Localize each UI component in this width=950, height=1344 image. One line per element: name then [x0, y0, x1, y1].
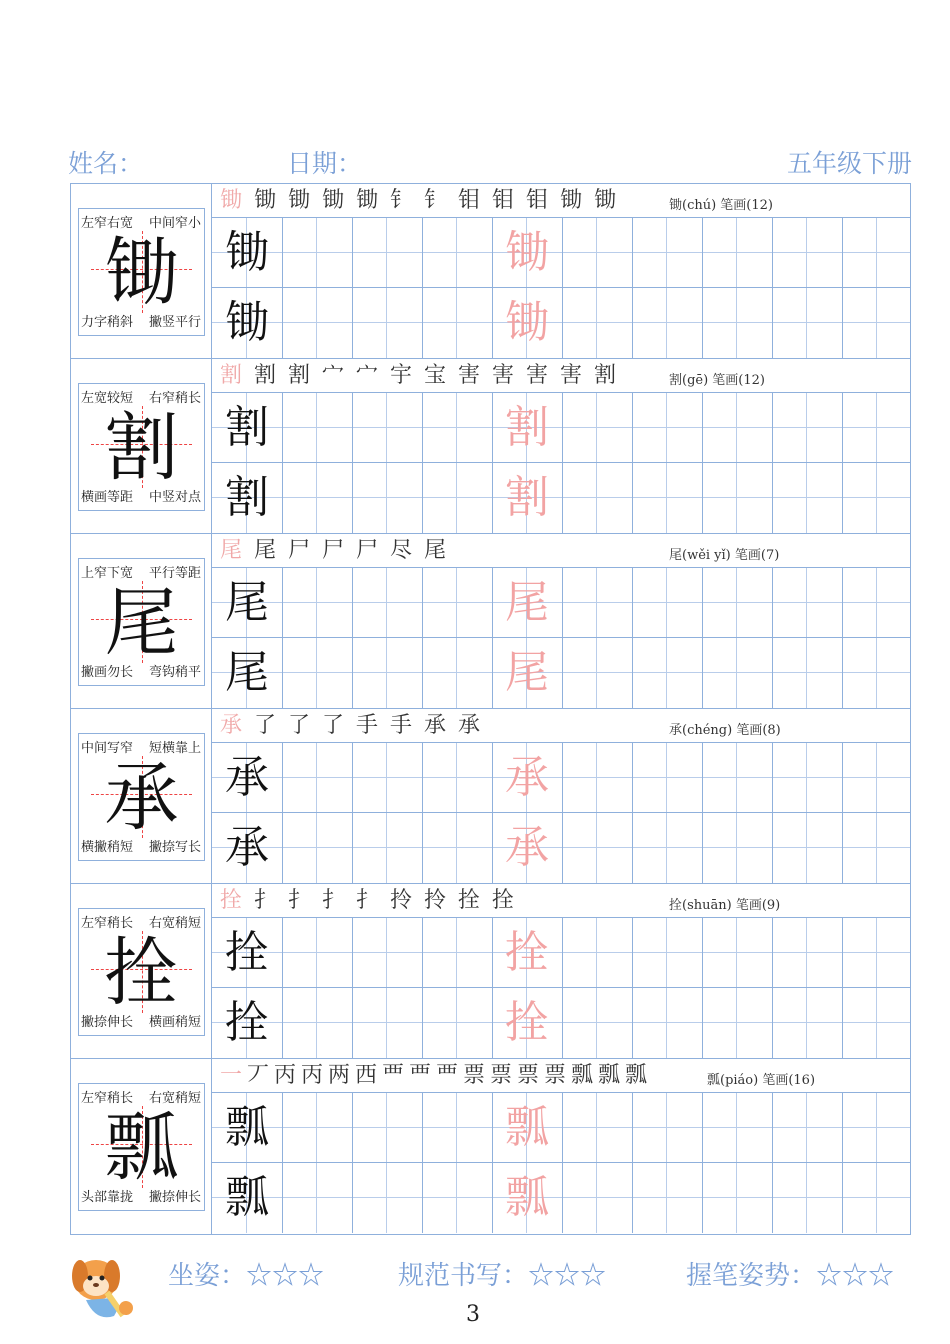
cell-divider [562, 1163, 563, 1233]
model-character: 瓢 [104, 1105, 179, 1191]
cell-divider [632, 918, 633, 987]
cell-divider [282, 743, 283, 812]
stroke-step: 尸 [322, 538, 345, 563]
stroke-step: 票 [490, 1063, 513, 1088]
cell-divider [562, 988, 563, 1058]
cell-divider [352, 568, 353, 637]
cell-divider [632, 463, 633, 533]
cell-divider [282, 218, 283, 287]
puppy-mascot-icon [66, 1246, 148, 1326]
writing-row[interactable] [212, 918, 910, 988]
char-info: 尾(wěi yǐ) 笔画(7) [669, 548, 780, 563]
model-character: 尾 [104, 580, 179, 666]
trace-character: 承 [505, 822, 549, 873]
stroke-step: 票 [544, 1063, 567, 1088]
cell-divider [772, 638, 773, 708]
stroke-step: 锄 [322, 188, 345, 213]
cell-divider [702, 1163, 703, 1233]
tip-text: 平行等距 [148, 566, 201, 581]
cell-divider [422, 1163, 423, 1233]
stroke-step: 拴 [492, 888, 515, 913]
tip-text: 横画等距 [81, 490, 134, 505]
stroke-step: 手 [390, 713, 413, 738]
stroke-step: 扌 [356, 888, 379, 913]
tip-text: 撇捺伸长 [81, 1015, 134, 1030]
cell-divider [772, 813, 773, 883]
cell-divider [842, 463, 843, 533]
stroke-step: 拴 [220, 888, 243, 913]
tip-text: 中间写窄 [81, 741, 134, 756]
trace-character: 割 [505, 402, 549, 453]
writing-row[interactable] [212, 393, 910, 463]
stroke-step: 害 [492, 363, 515, 388]
tip-text: 撇竖平行 [148, 315, 201, 330]
stroke-step: 了 [322, 713, 345, 738]
tip-text: 撇画勿长 [81, 665, 134, 680]
cell-divider [842, 393, 843, 462]
char-block [71, 359, 910, 534]
stroke-step: 钅 [424, 188, 447, 213]
writing-grid [212, 568, 910, 708]
char-info: 瓢(piáo) 笔画(16) [707, 1073, 816, 1088]
writing-grid [212, 393, 910, 533]
cell-divider [422, 288, 423, 358]
tip-box [78, 1083, 205, 1211]
stroke-step: 承 [220, 713, 243, 738]
tip-text: 撇捺写长 [148, 840, 201, 855]
cell-divider [702, 288, 703, 358]
model-character: 锄 [104, 230, 179, 316]
tip-text: 横画稍短 [148, 1015, 201, 1030]
stroke-step: 承 [424, 713, 447, 738]
stroke-step: 票 [463, 1063, 486, 1088]
char-block [71, 1059, 910, 1234]
cell-divider [702, 918, 703, 987]
writing-grid [212, 1093, 910, 1234]
cell-divider [842, 743, 843, 812]
stroke-step: 钼 [458, 188, 481, 213]
sample-character: 割 [225, 402, 269, 453]
writing-row[interactable] [212, 1093, 910, 1163]
cell-divider [352, 918, 353, 987]
cell-divider [772, 393, 773, 462]
stroke-step: 西 [355, 1063, 378, 1088]
cell-divider [422, 988, 423, 1058]
cell-divider [352, 463, 353, 533]
char-info: 割(gē) 笔画(12) [669, 373, 765, 388]
cell-divider [562, 638, 563, 708]
cell-divider [352, 1093, 353, 1162]
cell-divider [422, 393, 423, 462]
tip-panel [71, 359, 212, 533]
stroke-step: 锄 [356, 188, 379, 213]
stroke-step: 瓢 [571, 1063, 594, 1088]
sample-character: 瓢 [225, 1172, 269, 1223]
stroke-step: 宇 [390, 363, 413, 388]
sample-character: 拴 [225, 997, 269, 1048]
writing-rating: 规范书写：☆☆☆ [398, 1261, 607, 1291]
cell-divider [422, 638, 423, 708]
cell-divider [632, 218, 633, 287]
cell-divider [842, 988, 843, 1058]
cell-divider [562, 463, 563, 533]
model-character: 承 [104, 755, 179, 841]
grip-rating: 握笔姿势：☆☆☆ [686, 1261, 895, 1291]
trace-character: 割 [505, 472, 549, 523]
cell-divider [702, 638, 703, 708]
sample-character: 锄 [225, 297, 269, 348]
stroke-step: 害 [458, 363, 481, 388]
stroke-step: 宝 [424, 363, 447, 388]
cell-divider [562, 393, 563, 462]
stroke-step: 覀 [436, 1063, 459, 1088]
stroke-step: 了 [288, 713, 311, 738]
trace-character: 瓢 [505, 1172, 549, 1223]
cell-divider [282, 288, 283, 358]
stroke-step: 钅 [390, 188, 413, 213]
stroke-step: 宀 [356, 363, 379, 388]
cell-divider [632, 1163, 633, 1233]
cell-divider [702, 1093, 703, 1162]
cell-divider [632, 1093, 633, 1162]
page-number: 3 [466, 1302, 480, 1327]
cell-divider [422, 743, 423, 812]
tip-box [78, 383, 205, 511]
stroke-step: 拎 [390, 888, 413, 913]
cell-divider [842, 288, 843, 358]
stroke-step: 割 [254, 363, 277, 388]
tip-panel [71, 534, 212, 708]
cell-divider [772, 568, 773, 637]
writing-row[interactable] [212, 638, 910, 708]
stroke-step: 割 [594, 363, 617, 388]
cell-divider [632, 638, 633, 708]
cell-divider [562, 813, 563, 883]
cell-divider [352, 218, 353, 287]
cell-divider [842, 638, 843, 708]
trace-character: 锄 [505, 227, 549, 278]
char-info: 承(chéng) 笔画(8) [669, 723, 781, 738]
sample-character: 割 [225, 472, 269, 523]
cell-divider [422, 813, 423, 883]
cell-divider [772, 1093, 773, 1162]
stroke-step: 钼 [492, 188, 515, 213]
cell-divider [632, 568, 633, 637]
cell-divider [282, 988, 283, 1058]
cell-divider [282, 568, 283, 637]
stroke-step: 瓢 [625, 1063, 648, 1088]
stroke-step: 尸 [288, 538, 311, 563]
char-info: 拴(shuān) 笔画(9) [669, 898, 781, 913]
cell-divider [282, 638, 283, 708]
cell-divider [702, 988, 703, 1058]
cell-divider [772, 463, 773, 533]
cell-divider [772, 288, 773, 358]
cell-divider [352, 288, 353, 358]
writing-row[interactable] [212, 1163, 910, 1233]
cell-divider [422, 918, 423, 987]
cell-divider [842, 1093, 843, 1162]
tip-text: 短横靠上 [148, 741, 201, 756]
tip-text: 撇捺伸长 [148, 1190, 201, 1205]
stroke-step: 丙 [274, 1063, 297, 1088]
cell-divider [772, 743, 773, 812]
cell-divider [282, 393, 283, 462]
stroke-step: 尾 [220, 538, 243, 563]
tip-text: 左窄稍长 [81, 916, 134, 931]
cell-divider [352, 988, 353, 1058]
stroke-step: 尾 [424, 538, 447, 563]
tip-panel [71, 1059, 212, 1234]
tip-text: 右窄稍长 [148, 391, 201, 406]
char-block [71, 184, 910, 359]
trace-character: 拴 [505, 927, 549, 978]
trace-character: 锄 [505, 297, 549, 348]
cell-divider [282, 463, 283, 533]
cell-divider [352, 743, 353, 812]
trace-character: 瓢 [505, 1102, 549, 1153]
stroke-order-strip [212, 884, 910, 918]
stroke-step: 钼 [526, 188, 549, 213]
cell-divider [352, 638, 353, 708]
cell-divider [632, 813, 633, 883]
tip-text: 横撇稍短 [81, 840, 134, 855]
writing-row[interactable] [212, 813, 910, 883]
stroke-step: 了 [254, 713, 277, 738]
writing-row[interactable] [212, 218, 910, 288]
stroke-step: 锄 [220, 188, 243, 213]
trace-character: 拴 [505, 997, 549, 1048]
tip-box [78, 733, 205, 861]
stroke-step: 承 [458, 713, 481, 738]
cell-divider [772, 1163, 773, 1233]
cell-divider [702, 568, 703, 637]
tip-panel [71, 884, 212, 1058]
writing-grid [212, 918, 910, 1058]
cell-divider [282, 918, 283, 987]
stroke-step: 尾 [254, 538, 277, 563]
stroke-order-strip [212, 184, 910, 218]
tip-text: 右宽稍短 [148, 1091, 201, 1106]
tip-text: 左宽较短 [81, 391, 134, 406]
cell-divider [562, 1093, 563, 1162]
sample-character: 瓢 [225, 1102, 269, 1153]
cell-divider [422, 568, 423, 637]
grade-label: 五年级下册 [786, 149, 912, 178]
stroke-step: 割 [220, 363, 243, 388]
cell-divider [842, 1163, 843, 1233]
stroke-order-strip [212, 709, 910, 743]
tip-box [78, 908, 205, 1036]
cell-divider [772, 918, 773, 987]
tip-text: 弯钩稍平 [148, 665, 201, 680]
tip-text: 力字稍斜 [81, 315, 134, 330]
cell-divider [282, 1163, 283, 1233]
stroke-order-strip [212, 359, 910, 393]
cell-divider [562, 918, 563, 987]
sample-character: 承 [225, 822, 269, 873]
writing-row[interactable] [212, 288, 910, 358]
cell-divider [842, 568, 843, 637]
tip-panel [71, 184, 212, 358]
stroke-step: 覀 [409, 1063, 432, 1088]
stroke-step: 割 [288, 363, 311, 388]
writing-grid [212, 218, 910, 358]
name-label: 姓名： [68, 149, 144, 178]
cell-divider [422, 1093, 423, 1162]
writing-row[interactable] [212, 568, 910, 638]
cell-divider [422, 218, 423, 287]
trace-character: 尾 [505, 647, 549, 698]
cell-divider [702, 218, 703, 287]
cell-divider [352, 813, 353, 883]
tip-text: 右宽稍短 [148, 916, 201, 931]
stroke-step: 锄 [254, 188, 277, 213]
tip-box [78, 208, 205, 336]
cell-divider [772, 988, 773, 1058]
cell-divider [562, 568, 563, 637]
sample-character: 尾 [225, 647, 269, 698]
stroke-step: 丆 [247, 1063, 270, 1088]
tip-panel [71, 709, 212, 883]
cell-divider [632, 288, 633, 358]
tip-box [78, 558, 205, 686]
stroke-step: 害 [560, 363, 583, 388]
stroke-step: 扌 [254, 888, 277, 913]
cell-divider [772, 218, 773, 287]
cell-divider [632, 393, 633, 462]
cell-divider [562, 743, 563, 812]
stroke-step: 覀 [382, 1063, 405, 1088]
tip-text: 头部靠拢 [81, 1190, 134, 1205]
stroke-order-strip [212, 1059, 910, 1093]
cell-divider [702, 743, 703, 812]
cell-divider [702, 813, 703, 883]
stroke-step: 锄 [594, 188, 617, 213]
model-character: 割 [104, 405, 179, 491]
cell-divider [422, 463, 423, 533]
cell-divider [632, 988, 633, 1058]
char-info: 锄(chú) 笔画(12) [669, 198, 773, 213]
sample-character: 锄 [225, 227, 269, 278]
tip-text: 中竖对点 [148, 490, 201, 505]
cell-divider [562, 218, 563, 287]
cell-divider [702, 463, 703, 533]
cell-divider [352, 1163, 353, 1233]
stroke-step: 尽 [390, 538, 413, 563]
stroke-step: 一 [220, 1063, 243, 1088]
tip-text: 中间窄小 [148, 216, 201, 231]
stroke-step: 扌 [322, 888, 345, 913]
char-block [71, 534, 910, 709]
writing-grid [212, 743, 910, 883]
cell-divider [842, 218, 843, 287]
writing-row[interactable] [212, 988, 910, 1058]
cell-divider [702, 393, 703, 462]
sample-character: 承 [225, 752, 269, 803]
stroke-step: 扌 [288, 888, 311, 913]
stroke-step: 两 [328, 1063, 351, 1088]
cell-divider [282, 1093, 283, 1162]
model-character: 拴 [104, 930, 179, 1016]
stroke-step: 锄 [560, 188, 583, 213]
char-block [71, 884, 910, 1059]
sample-character: 拴 [225, 927, 269, 978]
stroke-step: 害 [526, 363, 549, 388]
char-block [71, 709, 910, 884]
stroke-step: 瓢 [598, 1063, 621, 1088]
stroke-step: 尸 [356, 538, 379, 563]
trace-character: 承 [505, 752, 549, 803]
sample-character: 尾 [225, 577, 269, 628]
posture-rating: 坐姿：☆☆☆ [168, 1261, 325, 1291]
practice-sheet [70, 183, 911, 1235]
tip-text: 上窄下宽 [81, 566, 134, 581]
date-label: 日期： [287, 149, 363, 178]
writing-row[interactable] [212, 743, 910, 813]
stroke-step: 宀 [322, 363, 345, 388]
stroke-step: 锄 [288, 188, 311, 213]
stroke-order-strip [212, 534, 910, 568]
stroke-step: 丙 [301, 1063, 324, 1088]
trace-character: 尾 [505, 577, 549, 628]
tip-text: 左窄右宽 [81, 216, 134, 231]
cell-divider [282, 813, 283, 883]
stroke-step: 拴 [458, 888, 481, 913]
stroke-step: 拎 [424, 888, 447, 913]
cell-divider [842, 918, 843, 987]
tip-text: 左窄稍长 [81, 1091, 134, 1106]
cell-divider [352, 393, 353, 462]
cell-divider [632, 743, 633, 812]
cell-divider [562, 288, 563, 358]
stroke-step: 票 [517, 1063, 540, 1088]
cell-divider [842, 813, 843, 883]
stroke-step: 手 [356, 713, 379, 738]
writing-row[interactable] [212, 463, 910, 533]
